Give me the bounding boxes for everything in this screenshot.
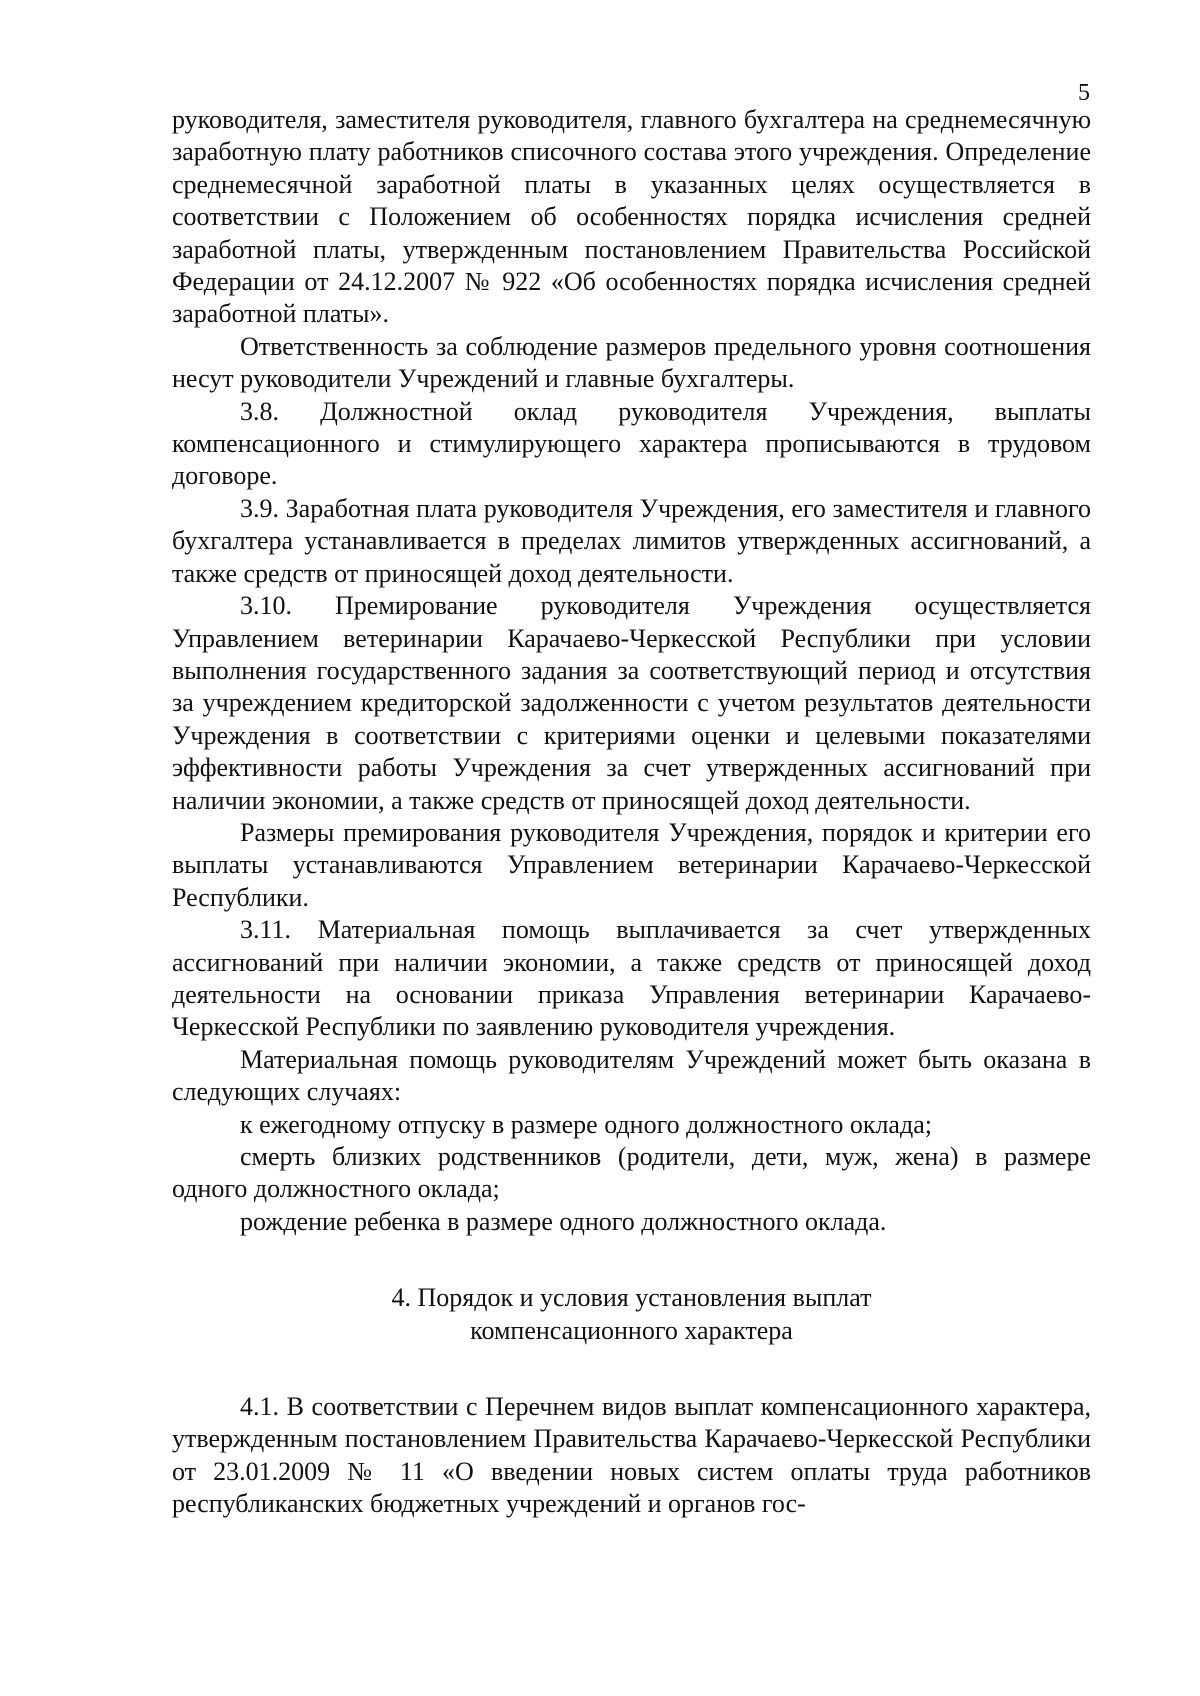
list-item-relatives-death: смерть близких родственников (родители, дети, муж, жена) в размере одного должностного оклада;: [172, 1142, 1091, 1204]
section-4-heading-line-2: компенсационного характера: [470, 1315, 793, 1345]
paragraph-3-9: 3.9. Заработная плата руководителя Учреждения, его заместителя и главного бухгалтера устанавливается в пределах лимитов утвержденных ассигнований, а также средств от приносящей доход деятельности.: [172, 493, 1091, 588]
section-4-heading: [172, 1282, 1091, 1347]
paragraph-4-1: 4.1. В соответствии с Перечнем видов выплат компенсационного характера, утвержденным постановлением Правительства Карачаево-Черкесской Республики от 23.01.2009 № 11 «О введении новых систем оплаты труда работников республиканских бюджетных учреждений и органов гос-: [172, 1392, 1091, 1519]
paragraph-3-11: 3.11. Материальная помощь выплачивается за счет утвержденных ассигнований при наличии экономии, а также средств от приносящей доход деятельности на основании приказа Управления ветеринарии Карачаево-Черкесской Республики по заявлению руководителя учреждения.: [172, 915, 1091, 1042]
paragraph-material-aid-cases: Материальная помощь руководителям Учреждений может быть оказана в следующих случаях:: [172, 1044, 1091, 1107]
section-4-heading-line-1: 4. Порядок и условия установления выплат: [391, 1283, 872, 1313]
paragraph-salary-ratio: руководителя, заместителя руководителя, главного бухгалтера на среднемесячную заработную плату работников списочного состава этого учреждения. Определение среднемесячной заработной платы в указанных целях осуществляется в соответствии с Положением об особенностях порядка исчисления средней заработной платы, утвержденным постановлением Правительства Российской Федерации от 24.12.2007 № 922 «Об особенностях порядка исчисления средней заработной платы».: [172, 105, 1091, 329]
paragraph-bonus-amounts: Размеры премирования руководителя Учреждения, порядок и критерии его выплаты устанавливаются Управлением ветеринарии Карачаево-Черкесской Республики.: [172, 817, 1091, 912]
list-item-childbirth: рождение ребенка в размере одного должностного оклада.: [240, 1206, 887, 1236]
page-number: 5: [1078, 80, 1090, 106]
list-item-annual-leave: к ежегодному отпуску в размере одного должностного оклада;: [240, 1109, 932, 1139]
paragraph-responsibility: Ответственность за соблюдение размеров предельного уровня соотношения несут руководители Учреждений и главные бухгалтеры.: [172, 331, 1091, 394]
paragraph-3-8: 3.8. Должностной оклад руководителя Учреждения, выплаты компенсационного и стимулирующего характера прописываются в трудовом договоре.: [172, 396, 1091, 491]
document-body: [172, 104, 1091, 1521]
paragraph-3-10: 3.10. Премирование руководителя Учреждения осуществляется Управлением ветеринарии Карачаево-Черкесской Республики при условии выполнения государственного задания за соответствующий период и отсутствия за учреждением кредиторской задолженности с учетом результатов деятельности Учреждения в соответствии с критериями оценки и целевыми показателями эффективности работы Учреждения за счет утвержденных ассигнований при наличии экономии, а также средств от приносящей доход деятельности.: [172, 591, 1091, 815]
